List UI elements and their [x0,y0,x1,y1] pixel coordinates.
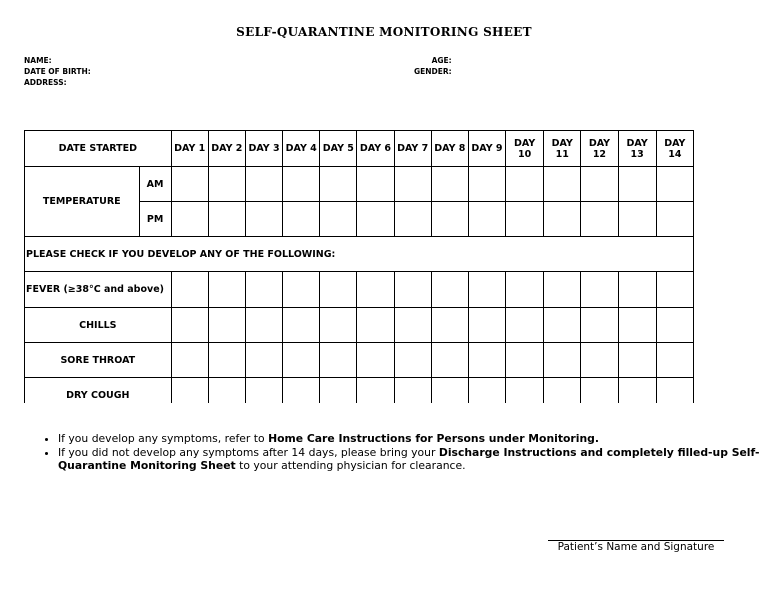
entry-cell[interactable] [656,202,693,237]
day-header: DAY 8 [431,131,468,167]
check-cell[interactable] [171,308,208,343]
check-cell[interactable] [357,343,394,378]
day-header: DAY 7 [394,131,431,167]
check-cell[interactable] [468,343,505,378]
check-cell[interactable] [245,308,282,343]
symptom-label: DRY COUGH [25,378,172,404]
check-cell[interactable] [506,308,544,343]
entry-cell[interactable] [320,167,357,202]
entry-cell[interactable] [468,202,505,237]
check-cell[interactable] [431,378,468,404]
check-cell[interactable] [544,343,581,378]
pm-label: PM [139,202,171,237]
symptom-label: SORE THROAT [25,343,172,378]
instruction-text: If you develop any symptoms, refer to [58,432,269,445]
day-header: DAY 11 [544,131,581,167]
check-cell[interactable] [581,272,618,308]
page-title: SELF-QUARANTINE MONITORING SHEET [236,25,532,39]
check-prompt: PLEASE CHECK IF YOU DEVELOP ANY OF THE FOLLOWING: [25,237,694,272]
instruction-item [58,446,763,473]
entry-cell[interactable] [468,167,505,202]
entry-cell[interactable] [618,202,656,237]
age-label: AGE: [431,56,452,65]
check-cell[interactable] [506,378,544,404]
check-cell[interactable] [618,378,656,404]
check-cell[interactable] [431,308,468,343]
entry-cell[interactable] [245,167,282,202]
day-header: DAY 13 [618,131,656,167]
day-header: DAY 14 [656,131,693,167]
name-label: NAME: [24,56,52,65]
address-label: ADDRESS: [24,78,67,87]
entry-cell[interactable] [581,167,618,202]
check-prompt-row [25,237,694,272]
check-cell[interactable] [283,308,320,343]
check-cell[interactable] [394,308,431,343]
entry-cell[interactable] [283,202,320,237]
check-cell[interactable] [431,343,468,378]
check-cell[interactable] [394,343,431,378]
check-cell[interactable] [618,343,656,378]
entry-cell[interactable] [171,202,208,237]
day-header: DAY 2 [208,131,245,167]
check-cell[interactable] [208,378,245,404]
entry-cell[interactable] [394,167,431,202]
check-cell[interactable] [283,378,320,404]
check-cell[interactable] [245,378,282,404]
monitoring-table-container [24,130,694,403]
entry-cell[interactable] [431,167,468,202]
check-cell[interactable] [656,308,693,343]
check-cell[interactable] [656,272,693,308]
symptom-row [25,308,694,343]
entry-cell[interactable] [357,202,394,237]
day-header: DAY 9 [468,131,505,167]
check-cell[interactable] [656,378,693,404]
symptom-row [25,343,694,378]
check-cell[interactable] [357,272,394,308]
instruction-bold: Discharge Instructions and completely filled-up Self-Quarantine Monitoring Sheet [58,445,760,472]
instruction-bold: Home Care Instructions for Persons under Monitoring. [268,432,599,445]
monitoring-table [24,130,694,403]
check-cell[interactable] [581,378,618,404]
day-header: DAY 10 [506,131,544,167]
day-header: DAY 5 [320,131,357,167]
check-cell[interactable] [320,343,357,378]
entry-cell[interactable] [544,202,581,237]
check-cell[interactable] [320,308,357,343]
symptom-label: CHILLS [25,308,172,343]
check-cell[interactable] [581,308,618,343]
check-cell[interactable] [171,378,208,404]
entry-cell[interactable] [581,202,618,237]
signature-label: Patient’s Name and Signature [557,541,715,553]
check-cell[interactable] [171,343,208,378]
check-cell[interactable] [357,378,394,404]
check-cell[interactable] [544,272,581,308]
check-cell[interactable] [468,272,505,308]
check-cell[interactable] [394,272,431,308]
patient-info-right [414,55,452,77]
entry-cell[interactable] [171,167,208,202]
date-of-birth-label: DATE OF BIRTH: [24,67,91,76]
check-cell[interactable] [618,308,656,343]
check-cell[interactable] [431,272,468,308]
entry-cell[interactable] [320,202,357,237]
am-label: AM [139,167,171,202]
entry-cell[interactable] [506,202,544,237]
check-cell[interactable] [320,378,357,404]
check-cell[interactable] [544,308,581,343]
check-cell[interactable] [283,343,320,378]
day-header: DAY 1 [171,131,208,167]
day-header: DAY 4 [283,131,320,167]
entry-cell[interactable] [506,167,544,202]
check-cell[interactable] [245,343,282,378]
patient-info-left [24,55,91,88]
entry-cell[interactable] [208,202,245,237]
date-started-header: DATE STARTED [25,131,172,167]
symptom-label: FEVER (≥38°C and above) [25,272,172,308]
symptom-row [25,378,694,404]
entry-cell[interactable] [208,167,245,202]
instructions-list [38,432,763,473]
temperature-label: TEMPERATURE [25,167,140,237]
day-header: DAY 3 [245,131,282,167]
day-header: DAY 6 [357,131,394,167]
instruction-item [58,432,763,446]
check-cell[interactable] [245,272,282,308]
entry-cell[interactable] [431,202,468,237]
check-cell[interactable] [357,308,394,343]
entry-cell[interactable] [618,167,656,202]
entry-cell[interactable] [283,167,320,202]
entry-cell[interactable] [544,167,581,202]
symptom-row [25,272,694,308]
instruction-text: If you did not develop any symptoms after 14 days, please bring your [58,445,439,459]
check-cell[interactable] [581,343,618,378]
temperature-am-row [25,167,694,202]
entry-cell[interactable] [656,167,693,202]
check-cell[interactable] [544,378,581,404]
check-cell[interactable] [283,272,320,308]
check-cell[interactable] [506,343,544,378]
check-cell[interactable] [171,272,208,308]
check-cell[interactable] [208,308,245,343]
check-cell[interactable] [506,272,544,308]
check-cell[interactable] [208,343,245,378]
check-cell[interactable] [468,308,505,343]
check-cell[interactable] [656,343,693,378]
check-cell[interactable] [394,378,431,404]
entry-cell[interactable] [394,202,431,237]
entry-cell[interactable] [357,167,394,202]
check-cell[interactable] [618,272,656,308]
gender-label: GENDER: [414,67,452,76]
check-cell[interactable] [468,378,505,404]
check-cell[interactable] [208,272,245,308]
check-cell[interactable] [320,272,357,308]
instruction-text: to your attending physician for clearance. [235,459,466,472]
entry-cell[interactable] [245,202,282,237]
day-header: DAY 12 [581,131,618,167]
header-row [25,131,694,167]
